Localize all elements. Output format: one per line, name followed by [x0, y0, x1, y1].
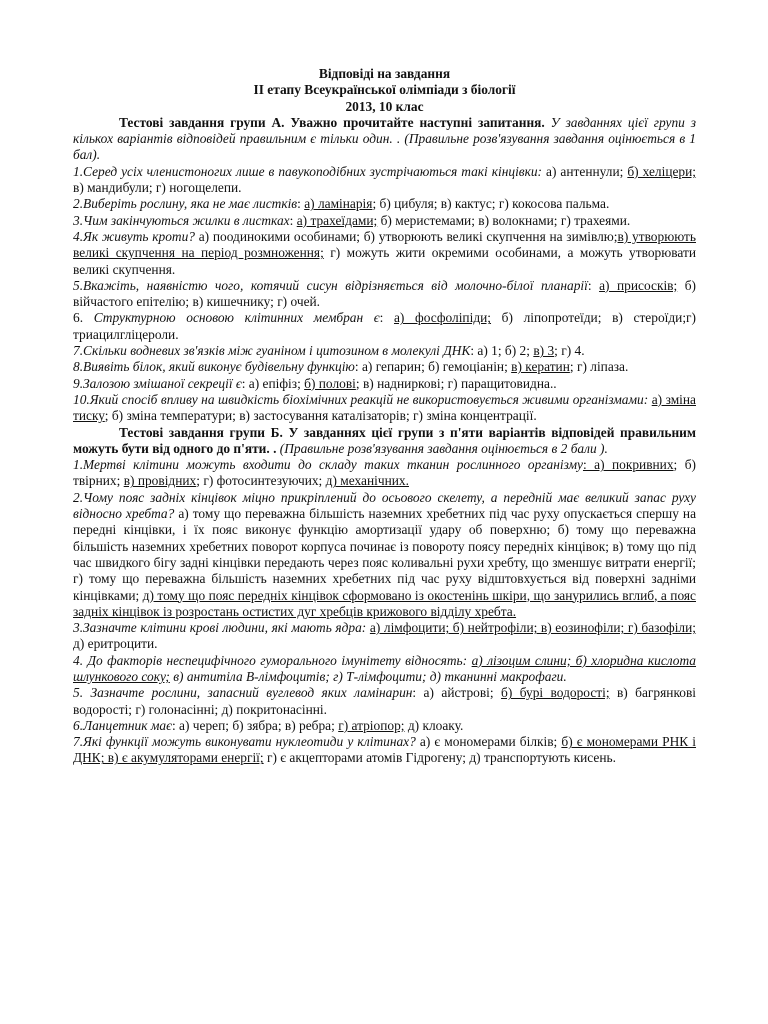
correct-answer: д) механічних. [325, 473, 409, 489]
correct-answer: д) тому що пояс передніх кінцівок сформовано із окостенінь шкіри, що занурились вглиб, а пояс задніх кінцівок із розростань остистих дуг хребців крижового відділу хребта. [73, 587, 696, 619]
question-a5: 5.Вкажіть, наявністю чого, котячий сисун відрізняється від молочно-білої планарії: а) присосків; б) війчастого епітелію; в) кишечнику; г) очей. [73, 277, 697, 310]
correct-answer: в) кератин [511, 359, 570, 375]
question-a10: 10.Який спосіб впливу на швидкість біохімічних реакцій не використовується живими організмами: а) зміна тиску; б) зміна температури; в) застосування каталізаторів; г) зміна концентрації. [73, 391, 696, 424]
group-b-intro [73, 425, 696, 458]
question-a4: 4.Як живуть кроти? а) поодинокими особинами; б) утворюють великі скупчення на зимівлю;в) утворюють великі скупчення на період розмноження; г) можуть жити окремими особинами, а можуть утворювати великі скупчення. [73, 228, 696, 277]
group-a-intro [73, 115, 696, 164]
correct-answer: б) є мономерами РНК і ДНК; в) є акумуляторами енергії; [73, 734, 697, 766]
question-a8: 8.Виявіть білок, який виконує будівельну функцію: а) гепарин; б) гемоціанін; в) кератин; г) ліпаза. [73, 359, 629, 375]
question-a3: 3.Чим закінчуються жилки в листках: а) трахеїдами; б) меристемами; в) волокнами; г) трахеями. [73, 212, 631, 228]
question-b1: 1.Мертві клітини можуть входити до складу таких тканин рослинного організму: а) покривних; б) твірних; в) провідних; г) фотосинтезуючих; д) механічних. [73, 457, 696, 489]
header-line-2: ІІ етапу Всеукраїнської олімпіади з біології [253, 82, 516, 98]
correct-answer: : а) покривних [582, 457, 674, 473]
header-line-1: Відповіді на завдання [318, 66, 451, 81]
question-b3: 3.Зазначте клітини крові людини, які мають ядра: а) лімфоцити; б) нейтрофіли; в) еозинофіли; г) базофіли; д) еритроцити. [73, 620, 697, 652]
correct-answer: б) бурі водорості; [501, 685, 610, 701]
question-a6: 6. Структурною основою клітинних мембран є: а) фосфоліпіди; б) ліпопротеїди; в) стероїди;г) триацилгліцероли. [73, 310, 697, 342]
correct-answer: а) лімфоцити; б) нейтрофіли; в) еозинофіли; г) базофіли; [369, 620, 697, 636]
question-b6: 6.Ланцетник має: а) череп; б) зябра; в) ребра; г) атріопор; д) клоаку. [73, 717, 464, 733]
correct-answer: в) утворюють великі скупчення на період розмноження; [73, 228, 696, 261]
document-header [73, 66, 696, 115]
correct-answer: б) полові [304, 375, 356, 391]
question-a7: 7.Скільки водневих зв'язків між гуаніном і цитозином в молекулі ДНК: а) 1; б) 2; в) 3; г) 4. [73, 343, 585, 359]
question-b2: 2.Чому пояс задніх кінцівок міцно прикріплений до осьового скелету, а передній має великий запас руху відносно хребта? а) тому що переважна більшість наземних хребетних під час руху опускається спершу на передні кінцівки, і їх пояс виконує функцію амортизації удару об поверхню; б) тому що переважна більшість наземних хребетних поворот корпуса починає із повороту поясу передніх кінцівок; в) тому що під час швидкого бігу задні кінцівки передають через пояс коливальні рухи хребту, що зменшує витрати енергії; г) тому що переважна більшість наземних хребетних під час руху відштовхується від поверхні задніми кінцівками; д) тому що пояс передніх кінцівок сформовано із окостенінь шкіри, що занурились вглиб, а пояс задніх кінцівок із розростань остистих дуг хребців крижового відділу хребта. [73, 489, 697, 619]
question-b7: 7.Які функції можуть виконувати нуклеотиди у клітинах? а) є мономерами білків; б) є мономерами РНК і ДНК; в) є акумуляторами енергії; г) є акцепторами атомів Гідрогену; д) транспортують кисень. [73, 734, 697, 766]
correct-answer: б) хеліцери; [627, 163, 697, 179]
question-a1: 1.Серед усіх членистоногих лише в павукоподібних зустрічаються такі кінцівки: а) антеннули; б) хеліцери; в) мандибули; г) ногощелепи. [73, 163, 697, 196]
group-b-instructions: (Правильне розв'язування завдання оцінюється в 2 бали ). [276, 440, 608, 456]
correct-answer: г) атріопор; [338, 717, 405, 733]
group-b-title: Тестові завдання групи Б. У завданнях цієї групи з п'яти варіантів відповідей правильним можуть бути від одного до п'яти. . [73, 424, 696, 456]
correct-answer: а) ламінарія [304, 196, 373, 212]
question-b4: 4. До факторів неспецифічного гуморального імунітету відносять: а) лізоцим слини; б) хлоридна кислота шлункового соку; в) антитіла В-лімфоцитів; г) Т-лімфоцити; д) тканинні макрофаги. [73, 652, 697, 684]
correct-answer: а) фосфоліпіди; [393, 310, 492, 326]
header-line-3: 2013, 10 клас [345, 98, 424, 114]
correct-answer: а) присосків; [599, 277, 678, 293]
correct-answer: в) провідних [123, 473, 197, 489]
correct-answer: а) лізоцим слини; б) хлоридна кислота шлункового соку; [73, 652, 697, 684]
correct-answer: а) трахеїдами; [296, 212, 378, 228]
question-a2: 2.Виберіть рослину, яка не має листків: а) ламінарія; б) цибуля; в) кактус; г) кокосова пальма. [73, 196, 610, 212]
question-a9: 9.Залозою змішаної секреції є: а) епіфіз; б) полові; в) надниркові; г) паращитовидна.. [73, 375, 557, 391]
group-a-instructions: У завданнях цієї групи з кількох варіантів відповідей правильним є тільки один. . (Правильне розв'язування завдання оцінюється в 1 бал). [73, 114, 696, 163]
correct-answer: а) зміна тиску [73, 391, 696, 424]
group-a-title: Тестові завдання групи А. Уважно прочитайте наступні запитання. [119, 114, 545, 130]
correct-answer: в) 3 [533, 343, 555, 359]
question-b5: 5. Зазначте рослини, запасний вуглевод яких ламінарин: а) айстрові; б) бурі водорості; в) багрянкові водорості; г) голонасінні; д) покритонасінні. [73, 685, 697, 717]
